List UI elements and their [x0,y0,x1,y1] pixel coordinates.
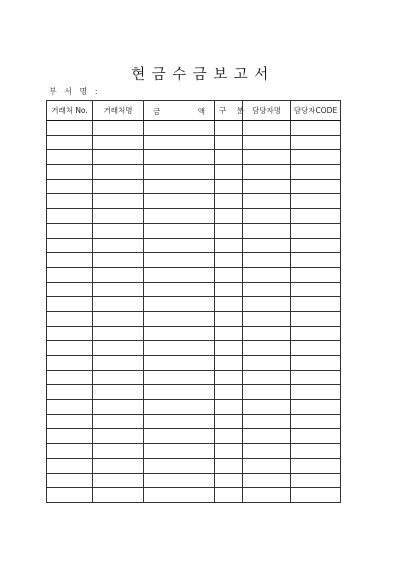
cell-amount [144,194,215,209]
cell-manager-name [243,341,291,356]
cell-amount [144,267,215,282]
table-row [47,458,341,473]
report-table [46,100,341,503]
cell-manager-code [291,429,341,444]
cell-manager-code [291,473,341,488]
cell-manager-code [291,311,341,326]
cell-amount [144,341,215,356]
cell-manager-name [243,311,291,326]
cell-manager-code [291,488,341,503]
cell-type [215,194,243,209]
cell-manager-code [291,341,341,356]
cell-manager-code [291,414,341,429]
table-row [47,370,341,385]
table-row [47,356,341,371]
cell-client-no [47,135,93,150]
cell-type [215,297,243,312]
cell-client-no [47,429,93,444]
table-row [47,326,341,341]
cell-client-name [93,356,144,371]
table-row [47,194,341,209]
cell-manager-name [243,194,291,209]
cell-client-name [93,223,144,238]
cell-type [215,370,243,385]
cell-client-name [93,194,144,209]
cell-type [215,253,243,268]
cell-type [215,429,243,444]
col-header-manager-name: 담당자명 [243,101,291,121]
cell-manager-code [291,135,341,150]
cell-client-no [47,356,93,371]
cell-manager-name [243,356,291,371]
table-row [47,297,341,312]
cell-type [215,473,243,488]
table-row [47,414,341,429]
cell-manager-name [243,429,291,444]
table-row [47,444,341,459]
cell-manager-code [291,444,341,459]
cell-amount [144,179,215,194]
cell-manager-name [243,165,291,180]
cell-manager-name [243,121,291,136]
col-header-client-name: 거래처명 [93,101,144,121]
amount-label-part1: 금 [153,107,161,116]
cell-manager-code [291,209,341,224]
cell-manager-code [291,267,341,282]
cell-manager-code [291,356,341,371]
cell-client-name [93,121,144,136]
cell-manager-code [291,194,341,209]
cell-manager-code [291,238,341,253]
cell-type [215,444,243,459]
cell-amount [144,400,215,415]
cell-amount [144,150,215,165]
cell-client-name [93,135,144,150]
cell-amount [144,458,215,473]
cell-client-no [47,458,93,473]
table-row [47,311,341,326]
cell-manager-code [291,400,341,415]
cell-type [215,121,243,136]
cell-manager-code [291,253,341,268]
amount-label-part2: 액 [197,107,205,116]
cell-amount [144,444,215,459]
cell-client-no [47,267,93,282]
cell-type [215,223,243,238]
cell-client-name [93,370,144,385]
cell-amount [144,311,215,326]
cell-amount [144,488,215,503]
cell-client-no [47,370,93,385]
cell-client-name [93,429,144,444]
cell-client-name [93,179,144,194]
cell-amount [144,385,215,400]
cell-manager-code [291,179,341,194]
cell-manager-name [243,253,291,268]
table-row [47,473,341,488]
cell-client-no [47,238,93,253]
cell-manager-name [243,326,291,341]
cell-type [215,165,243,180]
cell-client-no [47,326,93,341]
cell-manager-name [243,267,291,282]
cell-client-name [93,238,144,253]
cell-manager-name [243,458,291,473]
cell-type [215,179,243,194]
cell-client-no [47,414,93,429]
cell-client-name [93,458,144,473]
cell-client-name [93,267,144,282]
cell-client-name [93,282,144,297]
col-header-client-no: 거래처 No. [47,101,93,121]
cell-client-no [47,150,93,165]
cell-client-no [47,209,93,224]
cell-amount [144,370,215,385]
cell-manager-name [243,179,291,194]
cell-manager-code [291,458,341,473]
cell-client-name [93,209,144,224]
cell-manager-name [243,282,291,297]
cell-client-name [93,311,144,326]
cell-manager-name [243,400,291,415]
table-row [47,121,341,136]
cell-manager-name [243,414,291,429]
table-row [47,385,341,400]
cell-client-no [47,253,93,268]
cell-client-name [93,400,144,415]
cell-type [215,150,243,165]
cell-amount [144,414,215,429]
cell-client-name [93,341,144,356]
table-row [47,282,341,297]
cell-manager-name [243,488,291,503]
table-row [47,341,341,356]
cell-type [215,341,243,356]
cell-client-name [93,253,144,268]
header-row [47,101,341,121]
cell-type [215,488,243,503]
cell-client-name [93,385,144,400]
col-header-manager-code: 담당자CODE [291,101,341,121]
cell-amount [144,429,215,444]
cell-manager-name [243,297,291,312]
cell-manager-code [291,370,341,385]
table-row [47,488,341,503]
cell-amount [144,135,215,150]
cell-manager-name [243,444,291,459]
cell-manager-code [291,165,341,180]
cell-client-no [47,223,93,238]
cell-type [215,135,243,150]
cell-client-name [93,473,144,488]
cell-manager-code [291,385,341,400]
cell-amount [144,209,215,224]
cell-amount [144,165,215,180]
department-label: 부 서 명 : [49,87,101,96]
cell-type [215,326,243,341]
cell-client-name [93,488,144,503]
table-row [47,253,341,268]
table-row [47,223,341,238]
cell-client-no [47,165,93,180]
cell-manager-code [291,282,341,297]
cell-client-name [93,444,144,459]
cell-manager-name [243,370,291,385]
cell-client-no [47,341,93,356]
table-row [47,179,341,194]
cell-type [215,385,243,400]
cell-client-name [93,150,144,165]
cell-manager-name [243,223,291,238]
cell-manager-name [243,135,291,150]
cell-client-name [93,414,144,429]
cell-client-no [47,311,93,326]
cell-type [215,356,243,371]
cell-amount [144,223,215,238]
cell-client-name [93,165,144,180]
table-row [47,135,341,150]
cell-type [215,238,243,253]
cell-manager-code [291,121,341,136]
cell-type [215,267,243,282]
cell-type [215,400,243,415]
cell-client-name [93,326,144,341]
cell-client-name [93,297,144,312]
cell-client-no [47,121,93,136]
table-row [47,238,341,253]
cell-client-no [47,400,93,415]
cell-amount [144,297,215,312]
cell-type [215,209,243,224]
cell-manager-code [291,150,341,165]
table-row [47,150,341,165]
cell-type [215,311,243,326]
table-row [47,165,341,180]
cell-client-no [47,282,93,297]
report-title: 현금수금보고서 [131,67,275,83]
cell-amount [144,282,215,297]
cell-amount [144,326,215,341]
table-row [47,400,341,415]
cell-client-no [47,473,93,488]
cell-manager-name [243,150,291,165]
cell-type [215,458,243,473]
col-header-type: 구 분 [215,101,243,121]
table-row [47,267,341,282]
cell-amount [144,356,215,371]
cell-client-no [47,488,93,503]
cell-client-no [47,297,93,312]
cell-manager-name [243,238,291,253]
cell-amount [144,238,215,253]
table-row [47,429,341,444]
cell-client-no [47,385,93,400]
cell-type [215,414,243,429]
cell-manager-code [291,223,341,238]
cell-client-no [47,179,93,194]
table-row [47,209,341,224]
cell-client-no [47,194,93,209]
cell-manager-code [291,297,341,312]
cell-amount [144,473,215,488]
cell-amount [144,121,215,136]
cell-manager-name [243,385,291,400]
cell-manager-name [243,473,291,488]
col-header-amount [144,101,215,121]
table-body [47,121,341,503]
cell-amount [144,253,215,268]
cell-manager-code [291,326,341,341]
cell-client-no [47,444,93,459]
cell-manager-name [243,209,291,224]
cell-type [215,282,243,297]
